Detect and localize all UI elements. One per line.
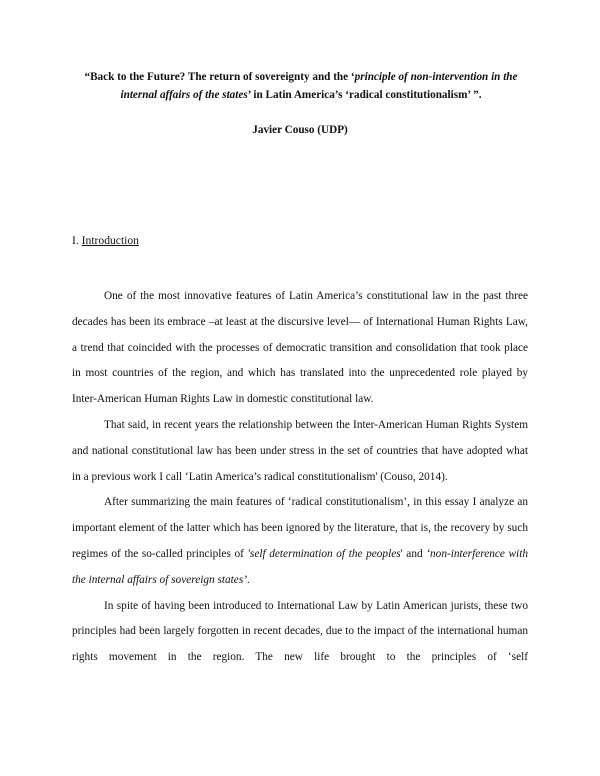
- paragraph-3-text-1: After summarizing the main features of ‘radical constitutionalism’, in this essay I analyze an important element of the latter which has been ignored by the literature, that is, the recovery by such regimes of the so-called principles of: [72, 496, 528, 560]
- section-heading: [72, 234, 139, 247]
- paragraph-4: In spite of having been introduced to International Law by Latin American jurists, these two principles had been largely forgotten in recent decades, due to the impact of the international human rights movement in the region. The new life brought to the principles of ‘self: [72, 599, 528, 664]
- paragraph-1: One of the most innovative features of Latin America’s constitutional law in the past three decades has been its embrace –at least at the discursive level— of International Human Rights Law, a trend that coincided with the processes of democratic transition and consolidation that took place in most countries of the region, and which has translated into the unprecedented role played by Inter-American Human Rights Law in domestic constitutional law.: [72, 290, 528, 406]
- paragraph-3-text-2: ' and: [400, 547, 427, 560]
- paragraph-3: [72, 490, 528, 593]
- paragraph-3-italic-1: 'self determination of the peoples: [247, 547, 401, 560]
- title-part-1: “Back to the Future? The return of sovereignty and the ‘: [84, 71, 355, 83]
- paragraph-3-text-3: .: [246, 573, 250, 586]
- author-line: Javier Couso (UDP): [252, 124, 348, 136]
- body-text: [72, 284, 528, 671]
- paragraph-3-italic-2: ‘non-interference with the internal affairs of sovereign states’: [72, 547, 528, 586]
- section-number: I.: [72, 234, 82, 247]
- title-part-2: ’ in Latin America’s ‘radical constitutionalism’ ”.: [247, 89, 482, 101]
- paragraph-2: That said, in recent years the relationship between the Inter-American Human Rights System and national constitutional law has been under stress in the set of countries that have adopted what in a previous work I call ‘Latin America’s radical constitutionalism' (Couso, 2014).: [72, 418, 528, 483]
- section-title: Introduction: [81, 234, 139, 247]
- title-italic-principle: principle of non-intervention in the internal affairs of the states: [120, 71, 518, 101]
- paper-title: [70, 68, 532, 104]
